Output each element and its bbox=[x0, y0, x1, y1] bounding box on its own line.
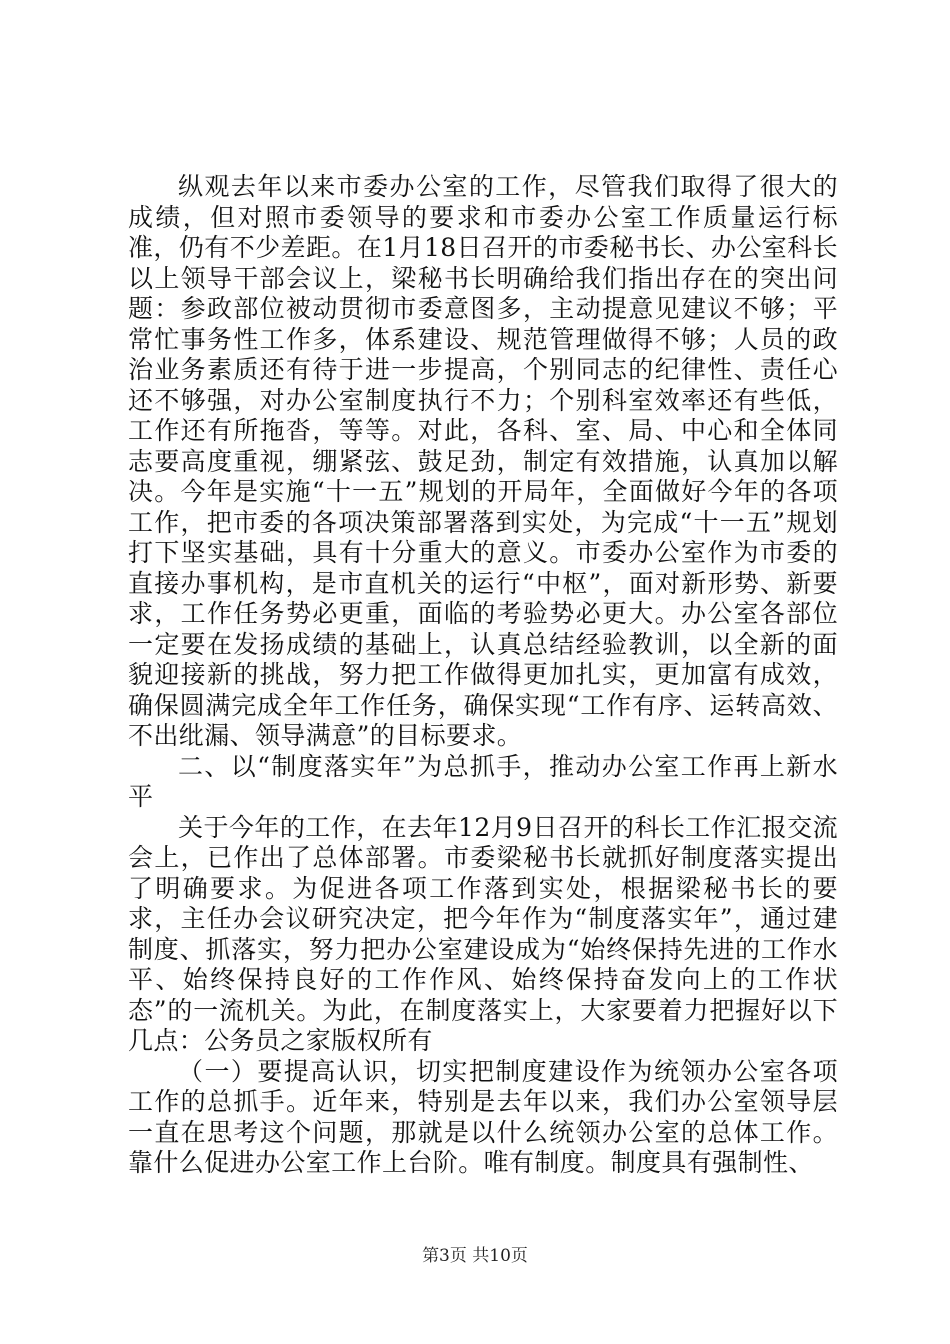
page-number-footer: 第3页 共10页 bbox=[422, 1246, 528, 1266]
document-body bbox=[128, 172, 838, 1179]
body-paragraph-1: 纵观去年以来市委办公室的工作，尽管我们取得了很大的成绩，但对照市委领导的要求和市委办公室工作质量运行标准，仍有不少差距。在1月18日召开的市委秘书长、办公室科长以上领导干部会议上，梁秘书长明确给我们指出存在的突出问题：参政部位被动贯彻市委意图多，主动提意见建议不够；平常忙事务性工作多，体系建设、规范管理做得不够；人员的政治业务素质还有待于进一步提高，个别同志的纪律性、责任心还不够强，对办公室制度执行不力；个别科室效率还有些低，工作还有所拖沓，等等。对此，各科、室、局、中心和全体同志要高度重视，绷紧弦、鼓足劲，制定有效措施，认真加以解决。今年是实施“十一五”规划的开局年，全面做好今年的各项工作，把市委的各项决策部署落到实处，为完成“十一五”规划打下坚实基础，具有十分重大的意义。市委办公室作为市委的直接办事机构，是市直机关的运行“中枢”，面对新形势、新要求，工作任务势必更重，面临的考验势必更大。办公室各部位一定要在发扬成绩的基础上，认真总结经验教训，以全新的面貌迎接新的挑战，努力把工作做得更加扎实，更加富有成效，确保圆满完成全年工作任务，确保实现“工作有序、运转高效、不出纰漏、领导满意”的目标要求。 bbox=[128, 172, 838, 750]
section-heading: 二、以“制度落实年”为总抓手，推动办公室工作再上新水平 bbox=[128, 751, 838, 811]
body-paragraph-3: （一）要提高认识，切实把制度建设作为统领办公室各项工作的总抓手。近年来，特别是去年以来，我们办公室领导层一直在思考这个问题，那就是以什么统领办公室的总体工作。靠什么促进办公室工作上台阶。唯有制度。制度具有强制性、 bbox=[128, 1056, 838, 1177]
body-paragraph-2: 关于今年的工作，在去年12月9日召开的科长工作汇报交流会上，已作出了总体部署。市委梁秘书长就抓好制度落实提出了明确要求。为促进各项工作落到实处，根据梁秘书长的要求，主任办会议研究决定，把今年作为“制度落实年”，通过建制度、抓落实，努力把办公室建设成为“始终保持先进的工作水平、始终保持良好的工作作风、始终保持奋发向上的工作状态”的一流机关。为此，在制度落实上，大家要着力把握好以下几点：公务员之家版权所有 bbox=[128, 812, 838, 1055]
